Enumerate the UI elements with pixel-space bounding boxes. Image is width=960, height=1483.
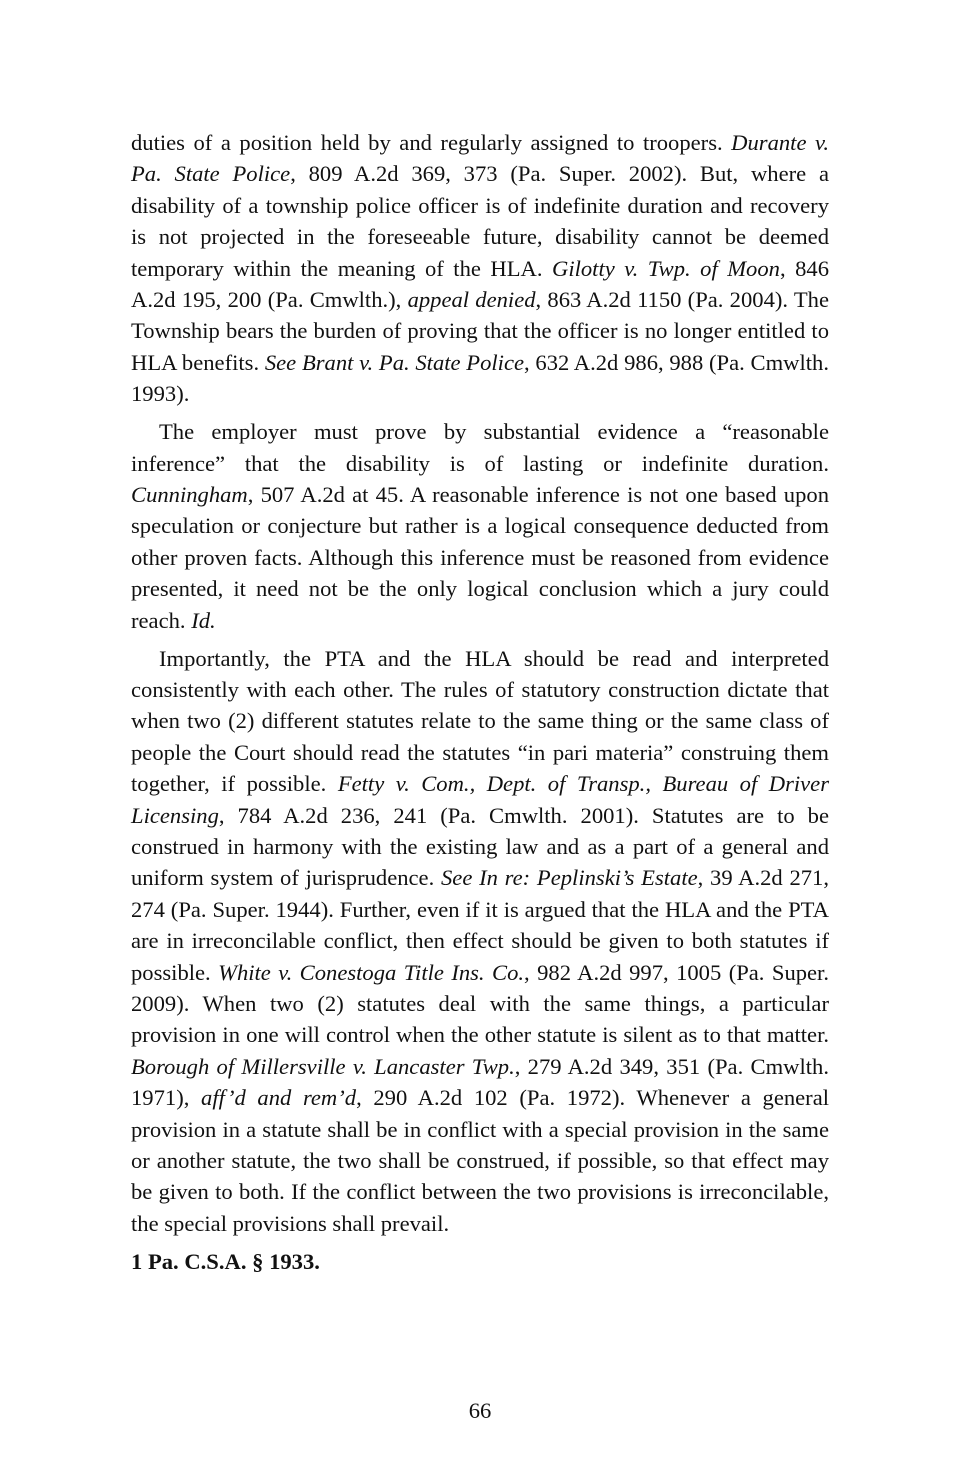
- citation-italic: Durante v. Pa. State Police: [131, 130, 830, 187]
- citation-italic: Id.: [191, 607, 216, 633]
- citation-italic: Borough of Millersville v. Lancaster Twp.: [131, 1053, 515, 1079]
- citation-italic: Gilotty v. Twp. of Moon: [552, 255, 780, 281]
- citation-italic: See In re: Peplinski’s Estate: [441, 865, 698, 891]
- paragraph-text: , 290 A.2d 102 (Pa. 1972). Whenever a general provision in a statute shall be in conflict with a special provision in the same or another statute, the two shall be construed, if possible, so that effect may be given to both. If the conflict between the two provisions is irreconcilable, the special provisions shall prevail.: [131, 1085, 829, 1236]
- citation-italic: White v. Conestoga Title Ins. Co.: [218, 959, 525, 985]
- paragraph-1: [131, 127, 829, 410]
- citation-italic: See Brant v. Pa. State Police: [264, 349, 525, 375]
- paragraph-3: [131, 643, 829, 1240]
- page-body: [131, 127, 829, 1277]
- citation-italic: appeal denied: [407, 287, 536, 313]
- paragraph-text: , 632 A.2d 986, 988 (Pa. Cmwlth. 1993).: [131, 349, 829, 407]
- paragraph-2: [131, 416, 829, 636]
- paragraph-text: , 846 A.2d 195, 200 (Pa. Cmwlth.),: [131, 255, 829, 313]
- page-number: 66: [468, 1398, 492, 1423]
- paragraph-text: , 507 A.2d at 45. A reasonable inference is not one based upon speculation or conjecture but rather is a logical consequence deducted from other proven facts. Although this inference must be reasoned from evidence presented, it need not be the only logical conclusion which a jury could reach.: [131, 481, 829, 633]
- citation-italic: aff’d and rem’d: [201, 1085, 357, 1111]
- paragraph-text: , 784 A.2d 236, 241 (Pa. Cmwlth. 2001). Statutes are to be construed in harmony with the existing law and as a part of a general and uniform system of jurisprudence.: [131, 802, 829, 891]
- paragraph-text: Importantly, the PTA and the HLA should be read and interpreted consistently with each other. The rules of statutory construction dictate that when two (2) different statutes relate to the same thing or the same class of people the Court should read the statutes “in pari materia” construing them together, if possible.: [131, 645, 829, 797]
- paragraph-text: , 863 A.2d 1150 (Pa. 2004). The Township bears the burden of proving that the officer is no longer entitled to HLA benefits.: [131, 287, 829, 375]
- paragraph-text: , 982 A.2d 997, 1005 (Pa. Super. 2009). When two (2) statutes deal with the same things, a particular provision in one will control when the other statute is silent as to that matter.: [131, 959, 829, 1048]
- statute-citation: 1 Pa. C.S.A. § 1933.: [131, 1248, 320, 1274]
- paragraph-text: The employer must prove by substantial evidence a “reasonable inference” that the disability is of lasting or indefinite duration.: [131, 419, 829, 476]
- citation-italic: Cunningham: [131, 481, 248, 507]
- paragraph-text: , 39 A.2d 271, 274 (Pa. Super. 1944). Further, even if it is argued that the HLA and the PTA are in irreconcilable conflict, then effect should be given to both statutes if possible.: [131, 865, 829, 985]
- paragraph-text: , 809 A.2d 369, 373 (Pa. Super. 2002). But, where a disability of a township police officer is of indefinite duration and recovery is not projected in the foreseeable future, disability cannot be deemed temporary within the meaning of the HLA.: [131, 161, 829, 281]
- paragraph-text: duties of a position held by and regularly assigned to troopers.: [131, 130, 732, 155]
- citation-italic: Fetty v. Com., Dept. of Transp., Bureau of Driver Licensing: [131, 771, 829, 828]
- paragraph-text: , 279 A.2d 349, 351 (Pa. Cmwlth. 1971),: [131, 1053, 829, 1111]
